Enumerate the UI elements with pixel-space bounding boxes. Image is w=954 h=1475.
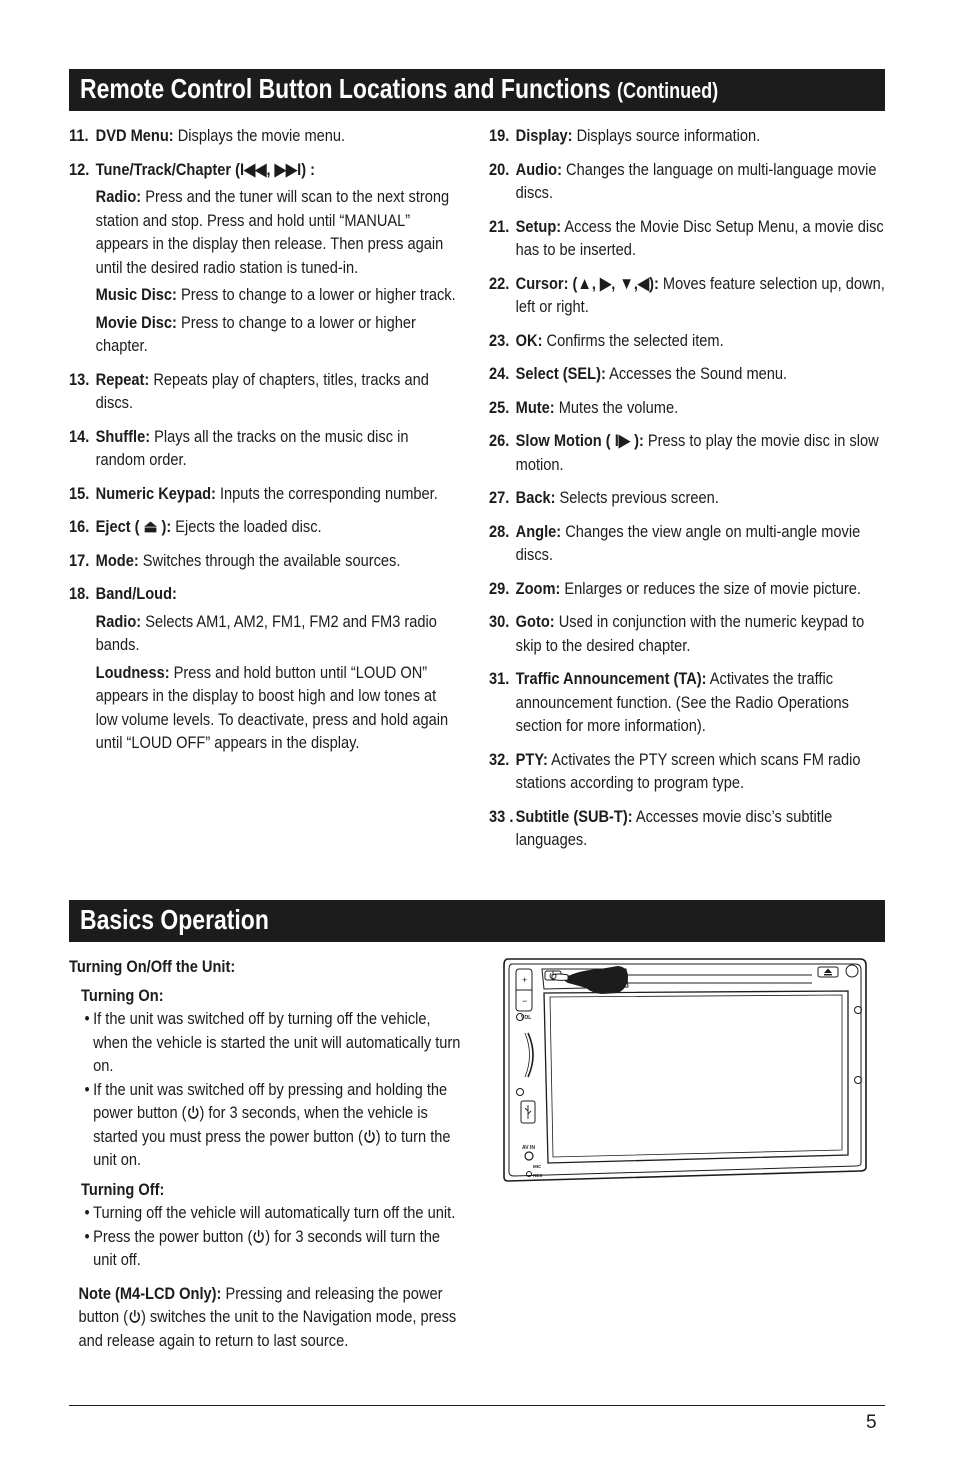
list-item [489,748,886,795]
sub-item-text: Press and hold button until “LOUD ON” appears in the display to boost high and low tones at low volume levels. To deactivate, press and hold again until “LOUD OFF” appears in the display. [95,662,449,752]
item-number: 24. [489,364,510,383]
item-title: Band/Loud: [95,584,177,603]
item-text: Repeats play of chapters, titles, tracks and discs. [95,369,429,412]
list-item [489,329,886,353]
av-in-label: AV IN [522,1145,535,1151]
vol-label: VOL [521,1015,532,1021]
list-item [69,482,460,506]
item-text: Press to play the movie disc in slow motion. [515,431,879,474]
item-title: Angle: [515,521,562,541]
sub-item [96,610,460,657]
section-banner-remote-control [69,69,885,111]
eject-icon [824,969,832,976]
item-title: Mute: [515,397,555,417]
remote-items-right-column [489,124,887,862]
sub-item-label: Music Disc: [95,285,177,304]
item-text: Switches through the available sources. [138,550,401,570]
sub-item [96,311,460,358]
item-number: 18. [69,584,90,603]
item-number: 26. [489,431,510,450]
item-number: 15. [69,483,90,503]
section-title-basics: Basics Operation [80,904,269,935]
item-title: Subtitle (SUB-T): [515,806,633,826]
sub-item [96,185,460,279]
item-number: 33 . [489,806,514,826]
item-title: Back: [515,488,556,507]
item-title: DVD Menu: [95,126,174,145]
mic-label: MIC [533,1164,542,1169]
remote-items-left-column [69,124,461,765]
item-title: Cursor: (▲, ▶, ▼,◀): [515,273,659,293]
item-text: Access the Movie Disc Setup Menu, a movie disc has to be inserted. [515,216,884,259]
list-item [489,577,886,601]
page-number: 5 [866,1412,877,1433]
list-item: • Turning off the vehicle will automatically turn off the unit. [84,1203,456,1222]
sub-item-label: Radio: [95,187,142,206]
item-title: Mode: [95,550,139,570]
item-title: Numeric Keypad: [95,483,216,503]
item-title: Repeat: [95,369,150,389]
item-text: Moves feature selection up, down, left or right. [515,273,885,316]
item-text: Displays source information. [572,126,761,145]
pressing-hand-icon [552,966,628,994]
item-number: 29. [489,578,510,598]
list-item [69,582,460,755]
list-item [69,124,460,148]
item-title: Tune/Track/Chapter (I◀◀, ▶▶I) : [95,159,316,179]
list-item [489,158,886,205]
sub-item [96,661,460,755]
list-item [489,610,886,657]
item-number: 25. [489,397,510,417]
item-text: Activates the traffic announcement function. (See the Radio Operations section for more information). [515,669,849,735]
res-label: RES [533,1173,543,1178]
item-text: Displays the movie menu. [173,126,346,145]
item-title: PTY: [515,749,548,769]
item-number: 31. [489,669,510,688]
power-icon [252,1229,265,1244]
list-item: • If the unit was switched off by pressing and holding the power button ( ) for 3 seconds, when the vehicle is started you must press the power button ( ) to turn the unit on. [84,1079,451,1169]
item-title: Traffic Announcement (TA): [515,669,707,688]
item-text: Enlarges or reduces the size of movie picture. [560,578,862,598]
list-item [69,515,460,539]
item-number: 27. [489,488,510,507]
item-text: Used in conjunction with the numeric keypad to skip to the desired chapter. [515,612,865,655]
list-item [489,215,886,262]
note-m4-lcd: Note (M4-LCD Only): Pressing and releasing the power button ( ) switches the unit to the Navigation mode, press and release again to return to last source. [78,1283,457,1350]
item-text: Plays all the tracks on the music disc in random order. [95,426,409,469]
list-item [489,520,886,567]
section-title-suffix: (Continued) [616,78,719,103]
turning-off-heading: Turning Off: [81,1179,165,1199]
item-text: Activates the PTY screen which scans FM radio stations according to program type. [515,749,861,792]
item-title: Setup: [515,216,562,236]
item-text: Confirms the selected item. [542,330,724,350]
item-number: 20. [489,159,510,179]
sub-item-label: Radio: [95,611,142,631]
list-item [69,158,460,358]
sub-item-label: Movie Disc: [95,312,177,332]
sub-item [96,283,460,307]
item-number: 22. [489,273,510,293]
item-title: Eject ( ⏏ ): [95,517,172,536]
section-banner-basics [69,900,885,942]
item-number: 30. [489,612,510,631]
item-number: 19. [489,126,510,145]
list-item [489,486,886,510]
turning-on-off-heading: Turning On/Off the Unit: [69,957,236,976]
item-text: Mutes the volume. [554,397,679,417]
item-number: 11. [69,126,89,145]
list-item [489,124,886,148]
power-icon [128,1309,141,1324]
list-item [69,368,460,415]
turning-on-heading: Turning On: [81,985,164,1005]
item-text: Changes the language on multi-language movie discs. [515,159,877,202]
item-text: Changes the view angle on multi-angle movie discs. [515,521,861,564]
list-item [69,425,460,472]
item-title: Display: [515,126,573,145]
item-number: 12. [69,159,90,179]
volume-minus-label: − [522,996,528,1006]
power-icon [363,1129,376,1144]
item-text: Accesses movie disc’s subtitle languages. [515,806,833,849]
list-item [489,272,886,319]
sub-item-text: Press to change to a lower or higher chapter. [95,312,416,355]
item-number: 14. [69,426,90,446]
sub-item-text: Press and the tuner will scan to the next strong station and stop. Press and hold until “MANUAL” appears in the display then release. Then press again until the desired radio station is tuned-in. [95,187,450,277]
item-number: 13. [69,369,90,389]
head-unit-illustration [500,955,870,1187]
basics-operation-text [69,955,464,1352]
usb-icon [525,1105,531,1119]
list-item: • Press the power button ( ) for 3 seconds will turn the unit off. [84,1226,440,1269]
section-title: Remote Control Button Locations and Functions (Continued) [80,73,719,104]
list-item [489,805,886,852]
volume-plus-label: + [522,975,528,985]
power-icon [187,1105,200,1120]
list-item: • If the unit was switched off by turning off the vehicle, when the vehicle is started the unit will automatically turn on. [84,1009,461,1075]
item-text: Selects previous screen. [555,488,719,507]
item-title: Zoom: [515,578,561,598]
item-title: Audio: [515,159,562,179]
list-item [489,396,886,420]
item-title: OK: [515,330,543,350]
list-item [69,549,460,573]
item-number: 17. [69,550,90,570]
list-item [489,362,886,386]
sub-item-text: Press to change to a lower or higher track. [176,285,456,304]
item-number: 28. [489,521,510,541]
item-text: Inputs the corresponding number. [215,483,438,503]
item-number: 16. [69,517,90,536]
item-text: Ejects the loaded disc. [171,517,322,536]
item-title: Shuffle: [95,426,151,446]
sub-item-label: Loudness: [95,662,170,682]
item-title: Goto: [515,612,555,631]
sub-item-text: Selects AM1, AM2, FM1, FM2 and FM3 radio bands. [95,611,437,654]
item-title: Select (SEL): [515,364,606,383]
list-item [489,667,886,738]
item-number: 23. [489,330,510,350]
item-title: Slow Motion ( I▶ ): [515,431,644,450]
item-number: 32. [489,749,510,769]
footer-rule [69,1405,885,1406]
item-text: Accesses the Sound menu. [605,364,788,383]
list-item [489,429,886,476]
item-number: 21. [489,216,510,236]
